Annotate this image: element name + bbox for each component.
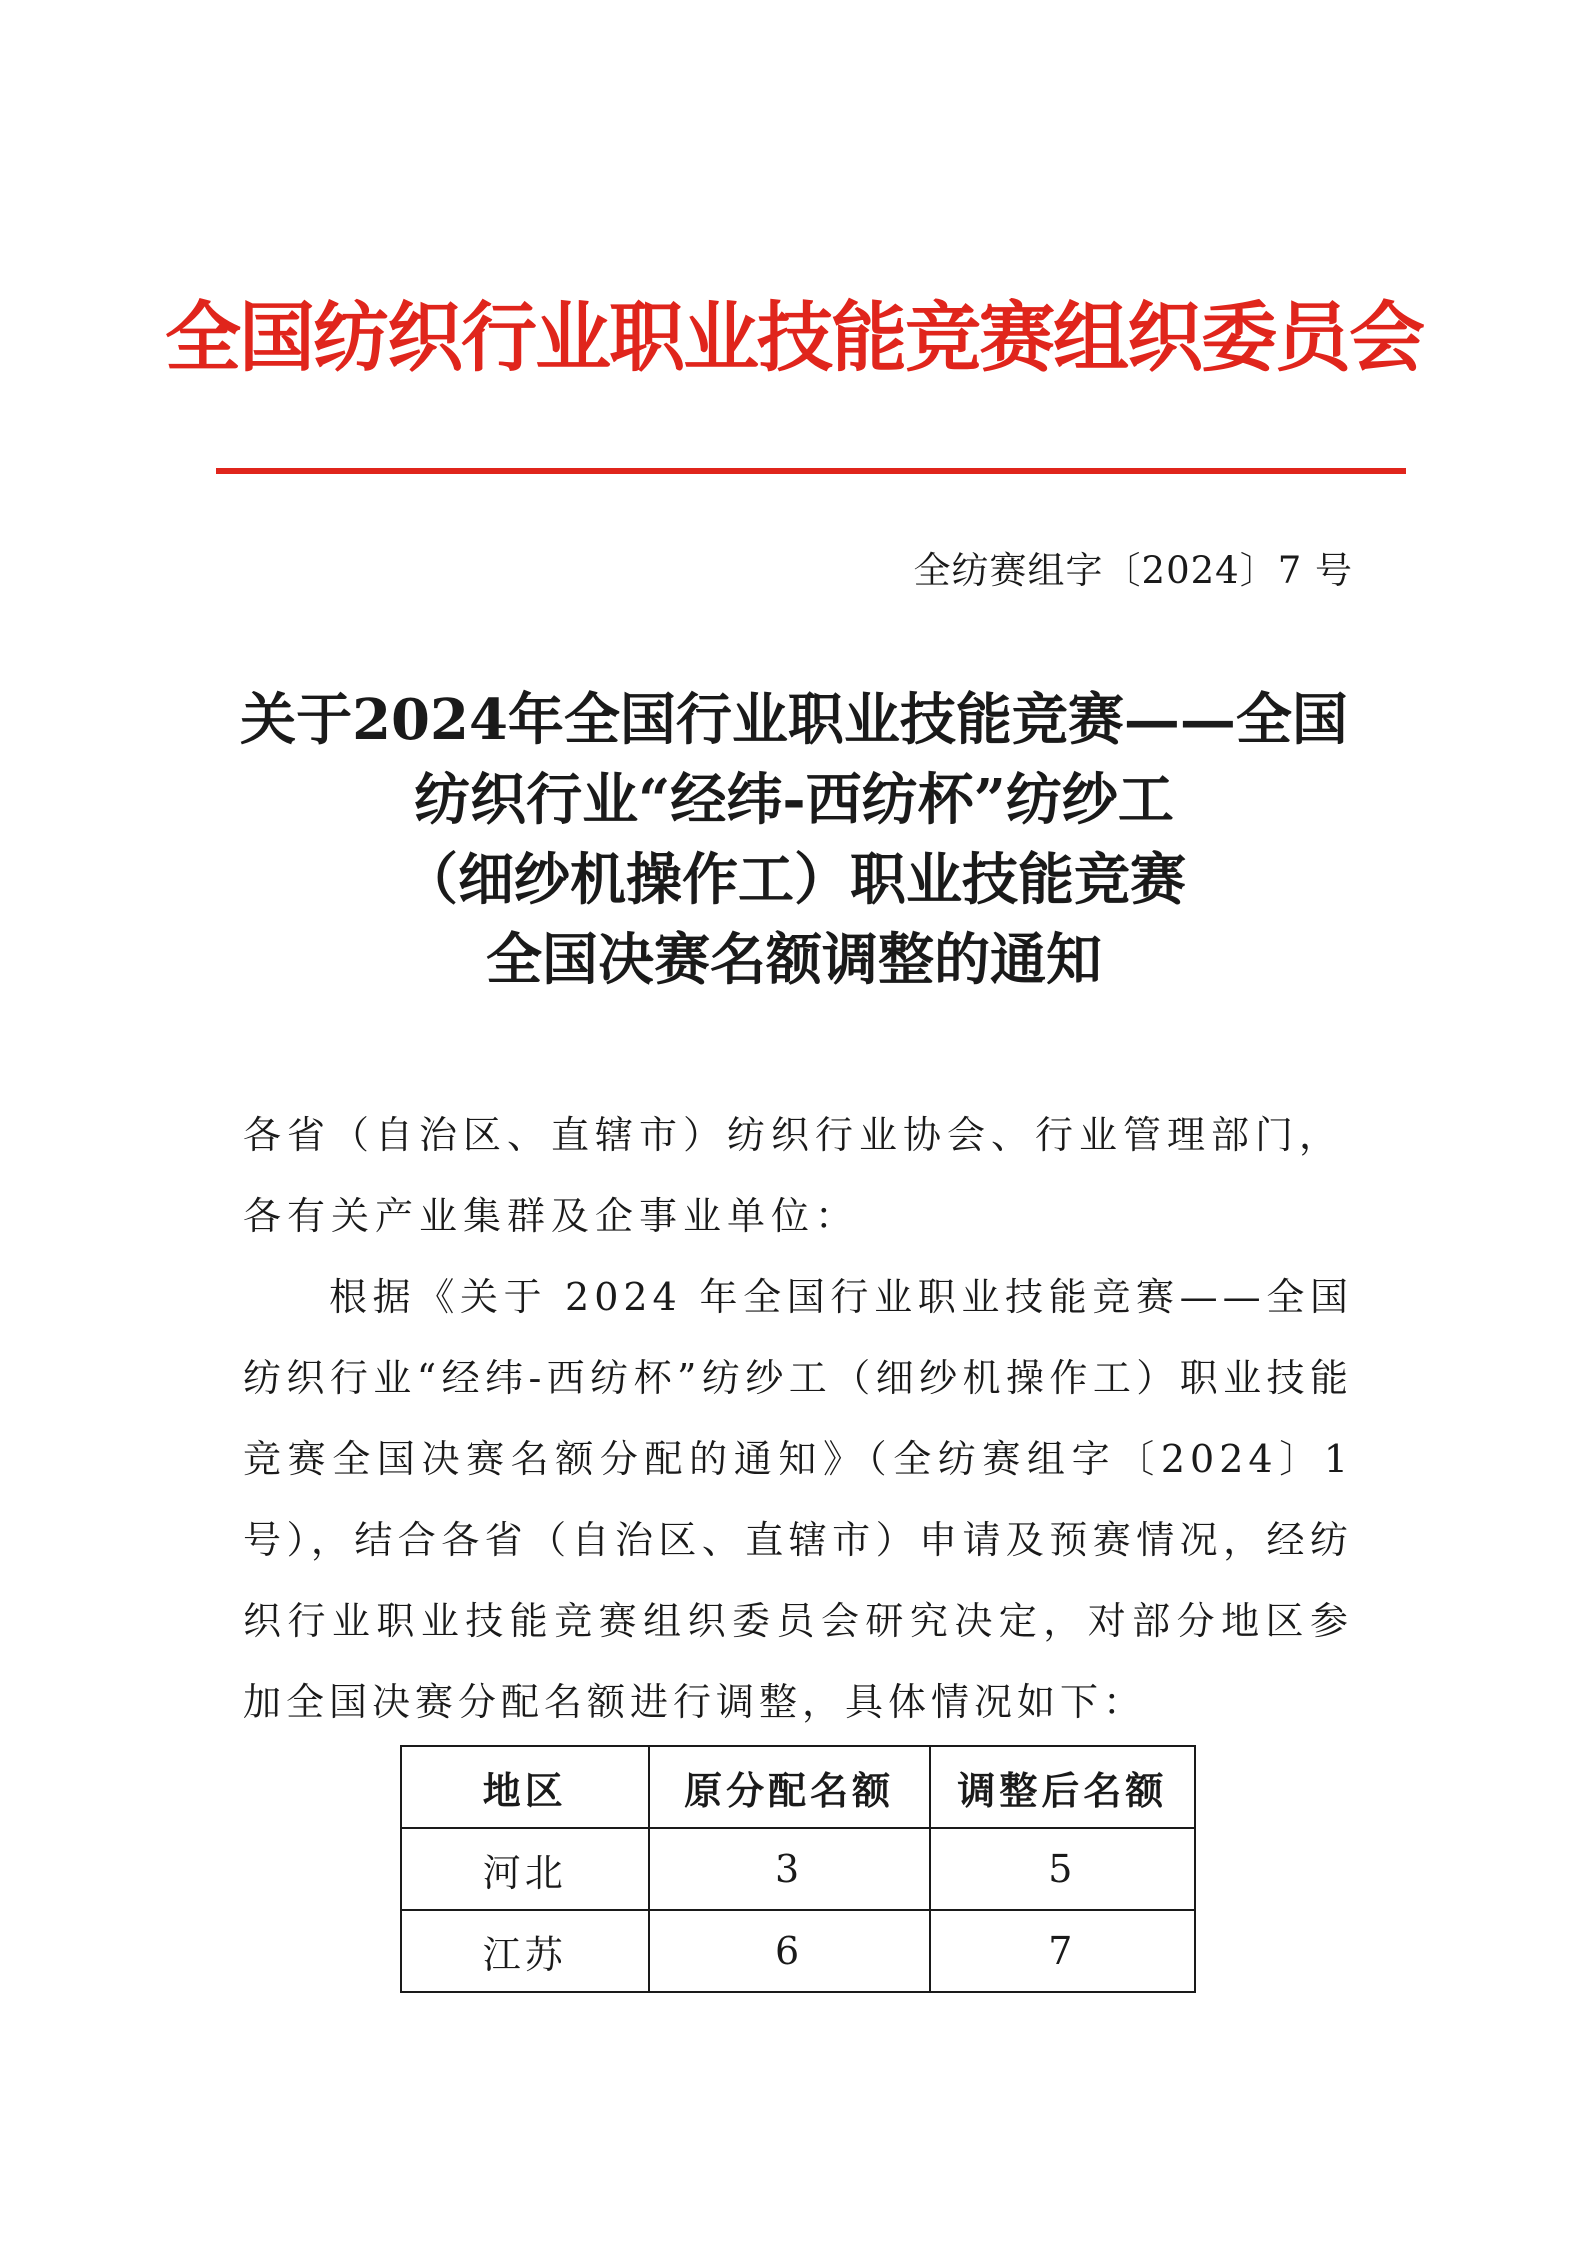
table-row (401, 1910, 1195, 1992)
table-header-row (401, 1746, 1195, 1828)
salutation: 各省（自治区、直辖市）纺织行业协会、行业管理部门，各有关产业集群及企事业单位： (243, 1113, 1344, 1238)
red-divider-line (216, 468, 1406, 474)
title-line: 纺织行业“经纬-西纺杯”纺纱工 (414, 767, 1174, 833)
body-paragraph: 根据《关于 2024 年全国行业职业技能竞赛——全国纺织行业“经纬-西纺杯”纺纱工（细纱机操作工）职业技能竞赛全国决赛名额分配的通知》（全纺赛组字〔2024〕1 号），结合各省（自治区、直辖市）申请及预赛情况，经纺织行业职业技能竞赛组织委员会研究决定，对部分地区参加全国决赛分配名额进行调整，具体情况如下： (243, 1275, 1353, 1724)
title-line: 关于2024年全国行业职业技能竞赛——全国 (240, 687, 1348, 753)
table-row (401, 1828, 1195, 1910)
cell-original-quota: 6 (649, 1910, 930, 1992)
cell-adjusted-quota: 7 (930, 1910, 1195, 1992)
document-number: 全纺赛组字〔2024〕7 号 (913, 549, 1353, 592)
header-original-quota: 原分配名额 (649, 1746, 930, 1828)
title-line: （细纱机操作工）职业技能竞赛 (402, 847, 1186, 913)
title-line: 全国决赛名额调整的通知 (486, 927, 1102, 993)
issuing-organization-header: 全国纺织行业职业技能竞赛组织委员会 (165, 293, 1423, 382)
header-region: 地区 (401, 1746, 649, 1828)
document-title (216, 680, 1372, 1000)
header-adjusted-quota: 调整后名额 (930, 1746, 1195, 1828)
cell-region: 江苏 (401, 1910, 649, 1992)
cell-original-quota: 3 (649, 1828, 930, 1910)
cell-adjusted-quota: 5 (930, 1828, 1195, 1910)
quota-table (400, 1745, 1196, 1993)
cell-region: 河北 (401, 1828, 649, 1910)
